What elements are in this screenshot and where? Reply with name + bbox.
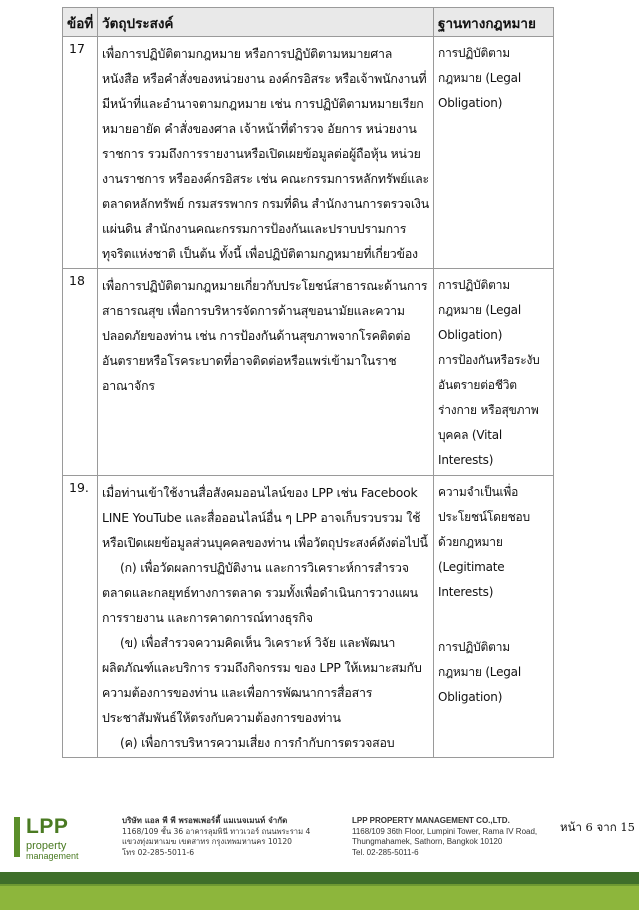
row-purpose [98,37,434,269]
header-no: ข้อที่ [63,8,98,37]
purpose-intro: เมื่อท่านเข้าใช้งานสื่อสังคมออนไลน์ของ LPP เช่น Facebook LINE YouTube และสื่อออนไลน์อื่น ๆ LPP อาจเก็บรวบรวม ใช้ หรือเปิดเผยข้อมูลส่วนบุคคลของท่าน เพื่อวัตถุประสงค์ดังต่อไปนี้ [102,485,428,550]
address-line: 1168/109 36th Floor, Lumpini Tower, Rama IV Road, [352,826,538,836]
row-number: 18 [63,269,98,476]
table-row [63,269,554,476]
header-purpose: วัตถุประสงค์ [98,8,434,37]
footer-band-light [0,886,639,910]
row-purpose [98,269,434,476]
row-legal-basis [434,37,554,269]
purpose-table [62,7,554,758]
logo-wordmark: LPP [26,815,69,838]
purpose-text: เพื่อการปฏิบัติตามกฎหมายเกี่ยวกับประโยชน์สาธารณะด้านการสาธารณสุข เพื่อการบริหารจัดการด้านสุขอนามัยและความปลอดภัยของท่าน เช่น การป้องกันด้านสุขภาพจากโรคติดต่ออันตรายหรือโรคระบาดที่อาจติดต่อหรือแพร่เข้ามาในราชอาณาจักร [102,278,428,393]
address-line: บริษัท แอล พี พี พรอพเพอร์ตี้ แมเนจเมนท์ จำกัด [122,816,288,825]
table-header-row [63,8,554,37]
legal-basis-text: การปฏิบัติตามกฎหมาย (Legal Obligation) [438,278,521,342]
address-line: 1168/109 ชั้น 36 อาคารลุมพินี ทาวเวอร์ ถนนพระราม 4 [122,826,311,836]
table-row [63,476,554,758]
lpp-logo [14,815,94,859]
table-row [63,37,554,269]
row-purpose [98,476,434,758]
company-address-thai [122,816,342,858]
legal-basis-text: การปฏิบัติตามกฎหมาย (Legal Obligation) [438,46,521,110]
page-number: หน้า 6 จาก 15 [560,820,635,834]
company-address-english [352,816,552,858]
purpose-item-a: (ก) เพื่อวัดผลการปฏิบัติงาน และการวิเคราะห์การสำรวจตลาดและกลยุทธ์ทางการตลาด รวมทั้งเพื่อดำเนินการวางแผนการรายงาน และการคาดการณ์ทางธุรกิจ [102,560,418,625]
purpose-item-c: (ค) เพื่อการบริหารความเสี่ยง การกำกับการตรวจสอบ [120,735,395,750]
purpose-text: เพื่อการปฏิบัติตามกฎหมาย หรือการปฏิบัติตามหมายศาล หนังสือ หรือคำสั่งของหน่วยงาน องค์กรอิสระ หรือเจ้าพนักงานที่มีหน้าที่และอำนาจตามกฎหมาย เช่น การปฏิบัติตามหมายเรียก หมายอายัด คำสั่งของศาล เจ้าหน้าที่ตำรวจ อัยการ หน่วยงานราชการ รวมถึงการรายงานหรือเปิดเผยข้อมูลต่อผู้ถือหุ้น หน่วยงานราชการ หรือองค์กรอิสระ เช่น คณะกรรมการหลักทรัพย์และตลาดหลักทรัพย์ กรมสรรพากร กรมที่ดิน สำนักงานการตรวจเงินแผ่นดิน สำนักงานคณะกรรมการป้องกันและปราบปรามการทุจริตแห่งชาติ เป็นต้น ทั้งนี้ เพื่อปฏิบัติตามกฎหมายที่เกี่ยวข้อง [102,46,430,261]
address-line: LPP PROPERTY MANAGEMENT CO.,LTD. [352,816,510,825]
row-number: 19. [63,476,98,758]
header-legal-basis: ฐานทางกฎหมาย [434,8,554,37]
logo-subtitle: property [26,840,67,852]
address-line: โทร 02-285-5011-6 [122,847,195,857]
logo-bar-icon [14,817,20,857]
legal-basis-text: การป้องกันหรือระงับอันตรายต่อชีวิต ร่างกาย หรือสุขภาพบุคคล (Vital Interests) [438,353,540,467]
spacer [438,605,550,635]
address-line: Thungmahamek, Sathorn, Bangkok 10120 [352,837,503,846]
address-line: Tel. 02-285-5011-6 [352,847,419,857]
row-legal-basis [434,269,554,476]
legal-basis-text: การปฏิบัติตามกฎหมาย (Legal Obligation) [438,640,521,704]
row-number: 17 [63,37,98,269]
logo-subtitle-2: management [26,851,79,861]
row-legal-basis [434,476,554,758]
legal-basis-text: ความจำเป็นเพื่อประโยชน์โดยชอบด้วยกฎหมาย (Legitimate Interests) [438,485,530,599]
address-line: แขวงทุ่งมหาเมฆ เขตสาทร กรุงเทพมหานคร 10120 [122,837,292,846]
purpose-item-b: (ข) เพื่อสำรวจความคิดเห็น วิเคราะห์ วิจัย และพัฒนาผลิตภัณฑ์และบริการ รวมถึงกิจกรรม ของ LPP ให้เหมาะสมกับความต้องการของท่าน และเพื่อการพัฒนาการสื่อสารประชาสัมพันธ์ให้ตรงกับความต้องการของท่าน [102,635,422,725]
